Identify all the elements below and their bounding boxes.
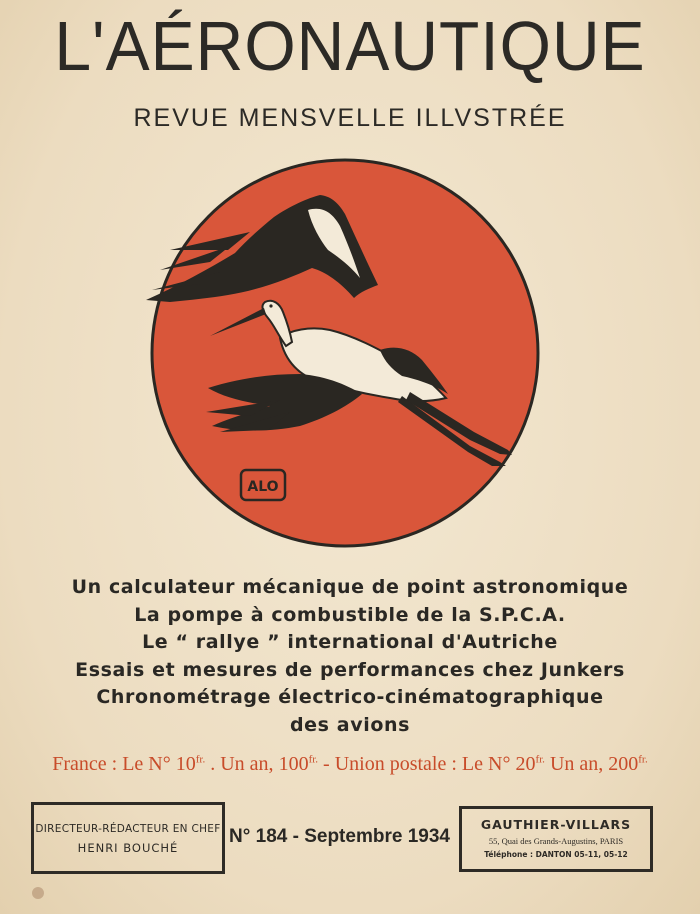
issue-number: 184: [255, 826, 288, 847]
headline-item: Essais et mesures de performances chez Junkers: [75, 658, 625, 681]
currency-mark: fr.: [638, 753, 648, 766]
headline-item: Chronométrage électrico-cinématographique: [96, 686, 604, 708]
publisher-name: GAUTHIER-VILLARS: [480, 817, 632, 832]
france-issue-price: 10: [175, 753, 196, 775]
headline-item: La pompe à combustible de la S.P.C.A.: [134, 603, 566, 626]
france-label: France : Le N°: [52, 753, 171, 775]
magazine-title: L'AÉRONAUTIQUE: [54, 7, 646, 85]
issue-date: - Septembre 1934: [292, 826, 450, 847]
headline-item: Un calculateur mécanique de point astronomique: [71, 576, 629, 598]
currency-mark: fr.: [535, 753, 545, 766]
france-year-label: . Un an,: [210, 753, 274, 775]
headlines-list: [20, 574, 680, 739]
issue-number-label: N°: [229, 826, 251, 847]
headline-item: des avions: [289, 713, 411, 736]
stork-in-red-sun-icon: [140, 150, 550, 555]
publisher-box: [459, 806, 653, 872]
subscription-prices: [0, 753, 700, 776]
publisher-address: 55, Quai des Grands-Augustins, PARIS: [488, 836, 624, 846]
currency-mark: fr.: [195, 753, 206, 766]
headline-item: Le “ rallye ” international d'Autriche: [142, 631, 558, 653]
paper-stain: [32, 887, 44, 899]
union-label: - Union postale : Le N°: [323, 753, 511, 775]
editor-box: [31, 802, 225, 874]
france-year-price: 100: [278, 753, 309, 775]
editor-name: HENRI BOUCHÉ: [77, 841, 179, 855]
publisher-phone: Téléphone : DANTON 05-11, 05-12: [484, 850, 628, 859]
editor-role: DIRECTEUR-RÉDACTEUR EN CHEF: [35, 823, 221, 835]
magazine-subtitle: REVUE MENSVELLE ILLVSTRÉE: [133, 104, 567, 132]
monogram-text: ALO: [247, 479, 279, 495]
union-issue-price: 20: [515, 753, 536, 775]
union-year-price: 200: [608, 753, 639, 775]
currency-mark: fr.: [308, 753, 319, 766]
issue-info: [227, 826, 452, 848]
union-year-label: Un an,: [549, 753, 604, 775]
